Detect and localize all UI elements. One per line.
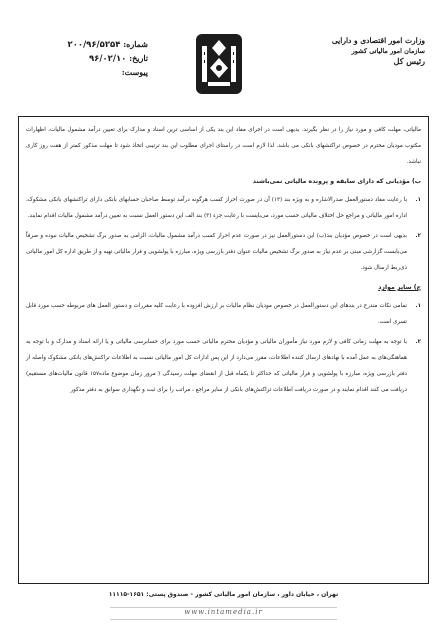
section-b-item	[26, 228, 421, 276]
footer-website: www.intamedia.ir	[110, 607, 337, 620]
office-name: رئیس کل	[393, 56, 425, 67]
date-value: ۹۶/۰۲/۱۰	[88, 54, 127, 65]
emblem-logo	[190, 30, 248, 100]
date-label: تاریخ:	[129, 53, 148, 64]
item-text: بدیهی است در خصوص مؤدیان بند(ب) این دستورالعمل نیز در صورت عدم احراز کسب درآمد مشمول مالیات، الزامی به صدور برگ تشخیص مالیات نبوده و صرفاً می‌بایست گزارشی مبنی بر عدم نیاز به صدور برگ تشخیص مالیات عنوان دفتر بازرسی ویژه، مبارزه با پولشویی و فرار مالیاتی تهیه و از طریق اداره کل امور مالیاتی ذی‌ربط ارسال شود.	[26, 233, 407, 271]
section-b-item	[26, 192, 421, 224]
organization-name: سازمان امور مالیاتی کشور	[351, 46, 425, 55]
item-number: ۱.	[415, 197, 421, 203]
item-text: تمامی نکات مندرج در بندهای این دستورالعمل در خصوص مودیان نظام مالیات بر ارزش افزوده با رعایت کلیه مقررات و دستور العمل های مربوطه حسب مورد قابل تسری است.	[26, 303, 407, 325]
section-c-title: ج) سایر موارد	[378, 284, 421, 291]
section-c-item	[26, 334, 421, 398]
letter-number-row	[38, 38, 148, 52]
section-c-item	[26, 298, 421, 330]
attachment-label: پیوست:	[121, 67, 148, 78]
footer-address: تهران ، خیابان داور ، سازمان امور مالیاتی کشور - صندوق پستی: ۱۶۵۱-۱۱۱۱۵	[108, 591, 339, 598]
number-value: ۲۰۰/۹۶/۵۲۵۴	[67, 40, 121, 50]
section-b-title: ب) مؤدیانی که دارای سابقه و پرونده مالیاتی نمی‌باشند	[252, 178, 421, 185]
item-number: ۲.	[415, 339, 421, 345]
item-text: با توجه به مهلت زمانی کافی و لازم مورد نیاز مأموران مالیاتی و مؤدیان محترم مالیاتی حسب مورد برای حسابرسی مالیاتی و یا ارائه اسناد و مدارک و با توجه به هماهنگی‌های به عمل آمده با نهادهای ارسال کننده اطلاعات، مقرر می‌دارد از این پس ادارات کل امور مالیاتی نسبت به اطلاعات تراکنش‌های بانکی مشکوک واصله از دفتر بازرسی ویژه، مبارزه با پولشویی و فرار مالیاتی که حداکثر تا یکماه قبل از انقضای مهلت رسیدگی ( مرور زمان موضوع ماده۱۵۷ قانون مالیات‌های مستقیم) دریافت می کنند اقدام نمایند و در صورت دریافت اطلاعات تراکنش‌های بانکی از سایر مراجع ، مراتب را برای ثبت و نگهداری سوابق به دفتر مذکور	[26, 339, 407, 393]
letterhead-ministry	[315, 36, 425, 68]
ministry-name: وزارت امور اقتصادی و دارایی	[331, 36, 425, 45]
number-label: شماره:	[123, 39, 148, 49]
intro-paragraph: مالیاتی، مهلت کافی و مورد نیاز را در نظر بگیرند. بدیهی است در اجرای مفاد این بند یکی از اساسی ترین اسناد و مدارک برای تعیین درآمد مشمول مالیات، اظهارات مکتوب مودیان محترم در خصوص تراکنشهای بانکی می باشد. لذا لازم است در راستای اجرای مطلوب این بند ترتیبی اتخاذ شود تا مهلت مذکور کمتر از هفت روز کاری نباشد.	[26, 127, 421, 165]
item-number: ۲.	[415, 233, 421, 239]
letter-attachment-row	[38, 66, 148, 78]
item-text: با رعایت مفاد دستورالعمل صدرالاشاره و به ویژه بند (۱۳) آن در صورت احراز کسب هرگونه درآمد توسط صاحبان حسابهای بانکی دارای تراکنشهای بانکی مشکوک، اداره امور مالیاتی و مراجع حل اختلاف مالیاتی حسب مورد، می‌بایست با رعایت جزء (۳) بند الف این دستور العمل نسبت به تعیین درآمد مشمول مالیات اقدام نمایند.	[26, 197, 407, 219]
letter-body	[26, 122, 421, 402]
item-number: ۱.	[415, 303, 421, 309]
letter-date-row	[38, 52, 148, 66]
letter-meta	[38, 38, 148, 79]
